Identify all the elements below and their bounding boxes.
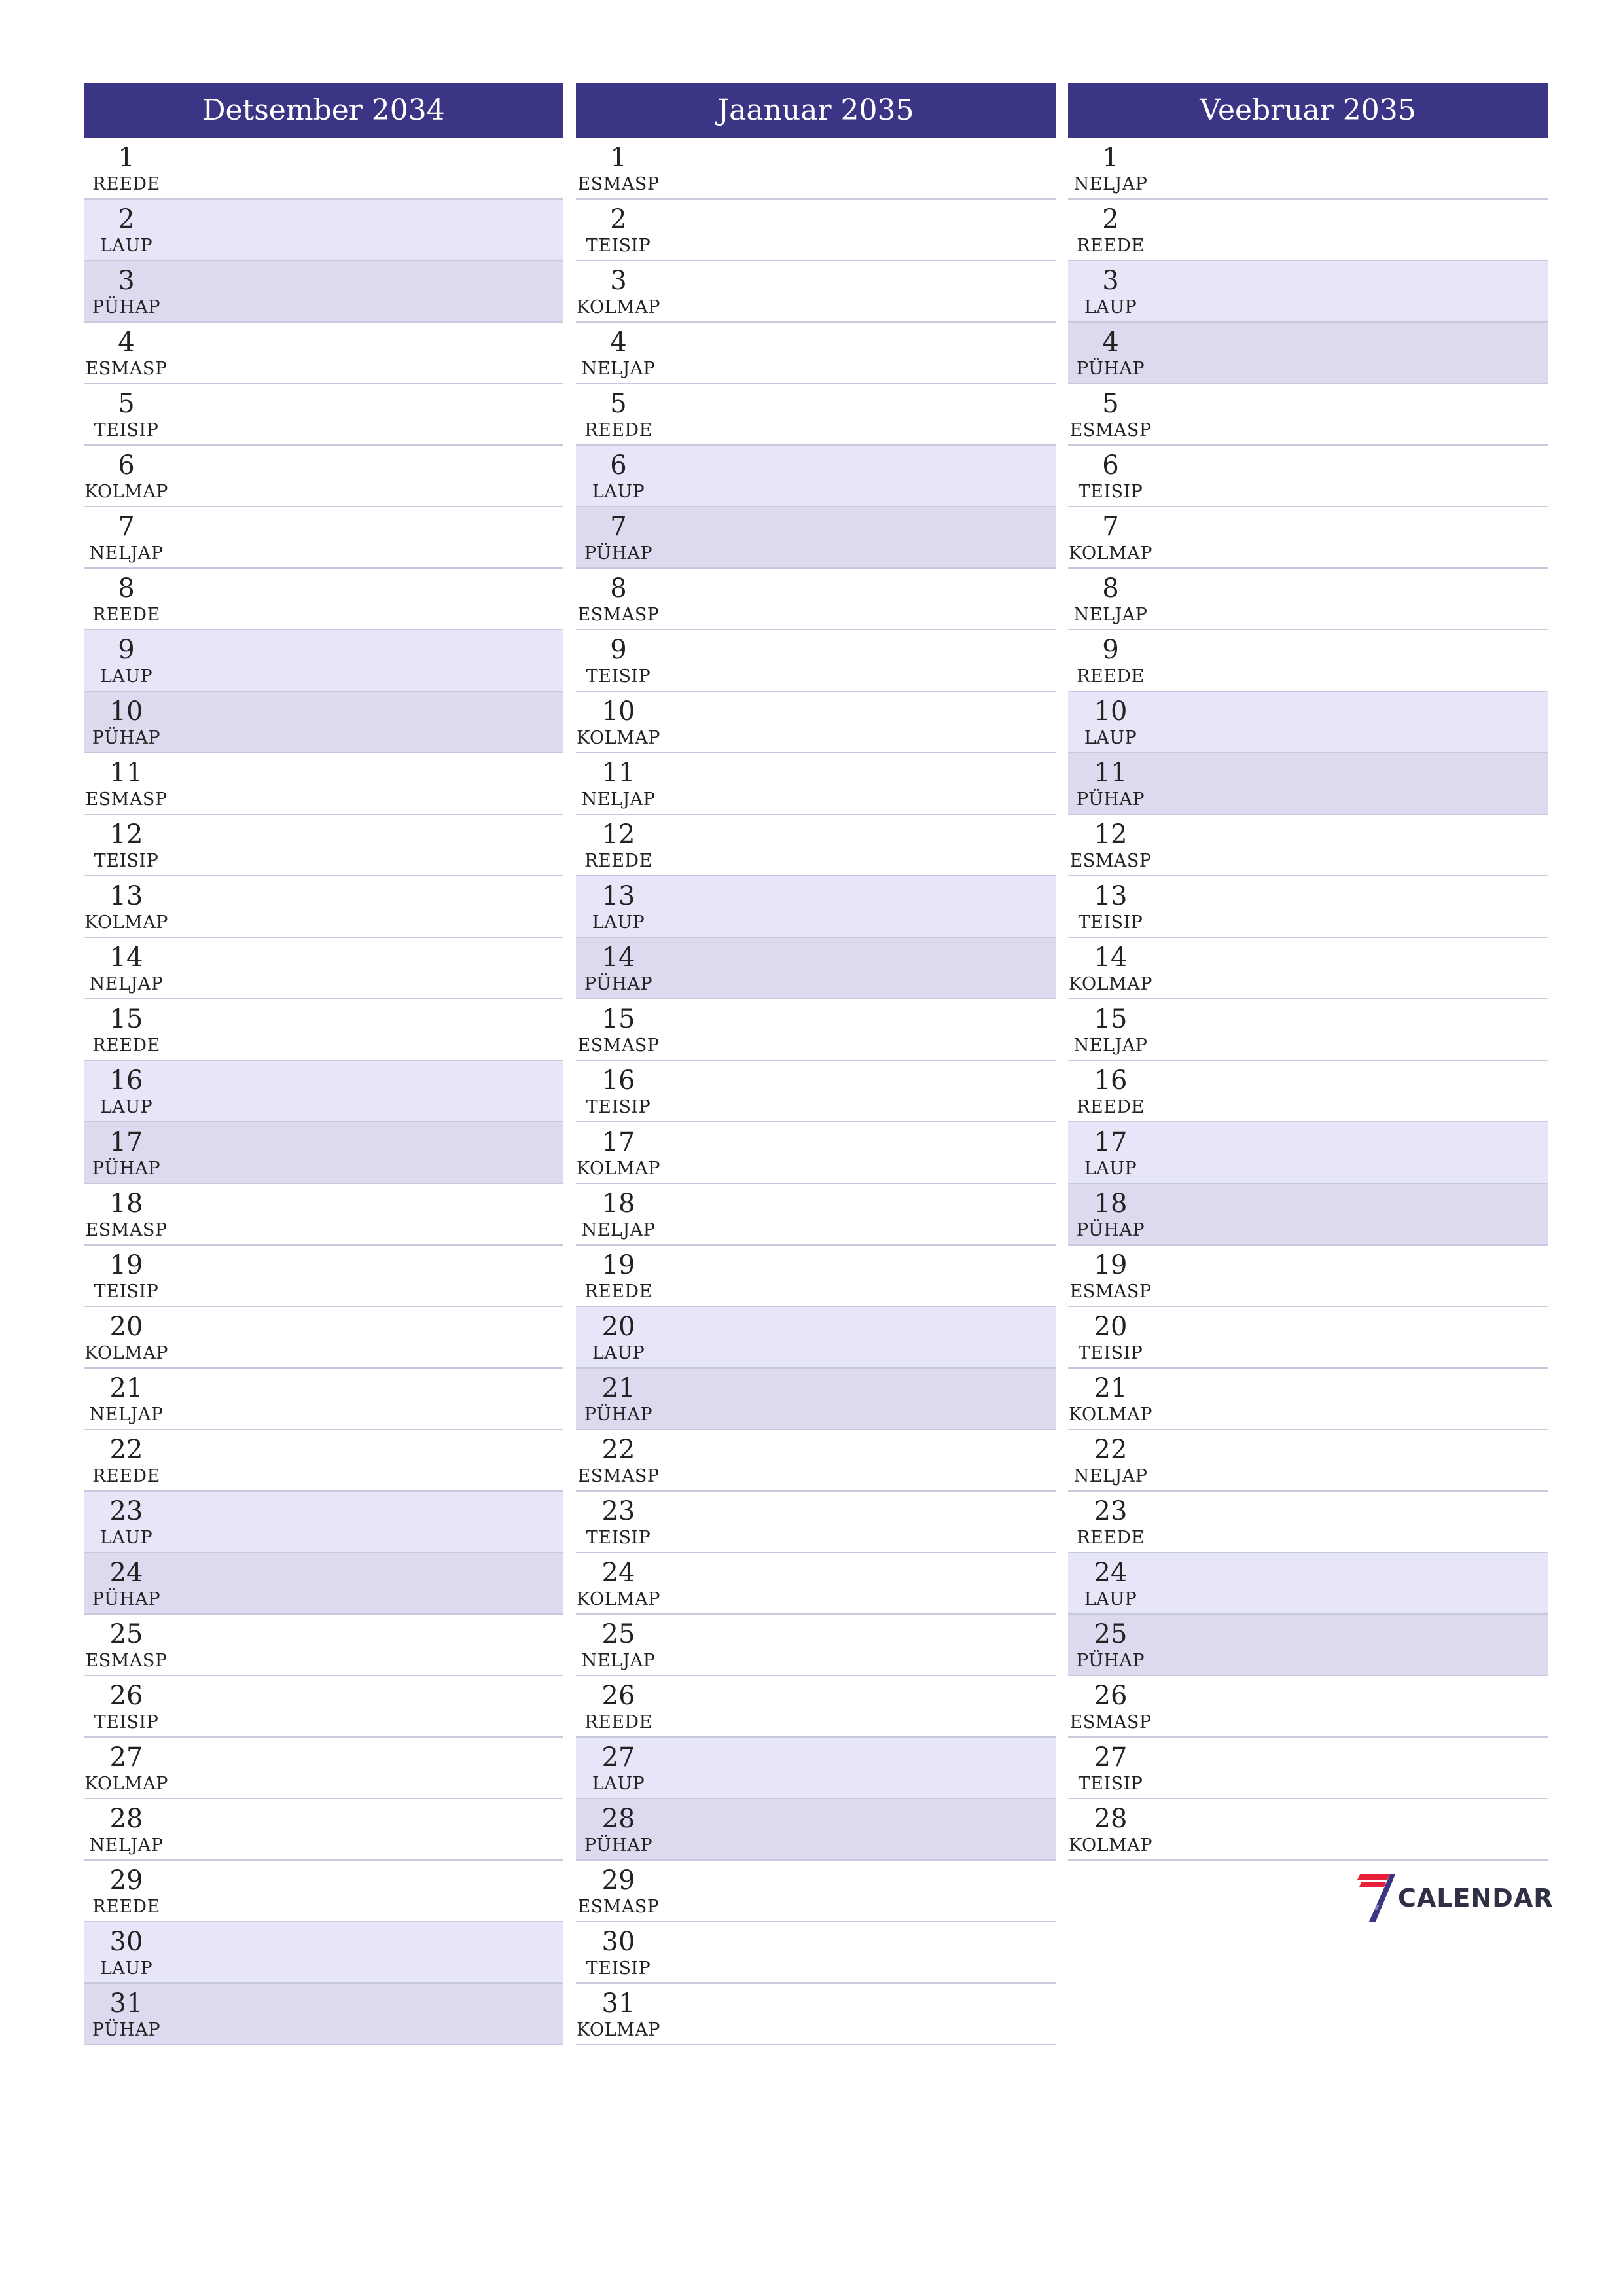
day-number: 28 bbox=[1094, 1804, 1128, 1834]
day-list bbox=[84, 138, 563, 2045]
day-row bbox=[1068, 692, 1548, 753]
weekday-label: LAUP bbox=[592, 482, 645, 502]
weekday-label: TEISIP bbox=[94, 851, 159, 871]
weekday-label: TEISIP bbox=[1078, 1774, 1143, 1794]
day-number: 6 bbox=[1102, 450, 1119, 480]
day-number: 22 bbox=[601, 1435, 635, 1465]
weekday-label: NELJAP bbox=[1073, 1035, 1148, 1056]
day-row bbox=[576, 1246, 1056, 1307]
weekday-label: KOLMAP bbox=[84, 912, 168, 933]
weekday-label: PÜHAP bbox=[1076, 789, 1145, 810]
day-number: 27 bbox=[1094, 1742, 1128, 1772]
day-row bbox=[1068, 1122, 1548, 1184]
day-number: 25 bbox=[109, 1619, 143, 1649]
day-number: 14 bbox=[109, 942, 143, 973]
day-number: 24 bbox=[109, 1558, 143, 1588]
weekday-label: REEDE bbox=[584, 851, 652, 871]
day-row bbox=[84, 630, 563, 692]
day-row bbox=[576, 1799, 1056, 1861]
day-number: 15 bbox=[1094, 1004, 1128, 1034]
weekday-label: TEISIP bbox=[94, 1712, 159, 1732]
day-number: 19 bbox=[109, 1250, 143, 1280]
day-list bbox=[1068, 138, 1548, 1861]
day-row bbox=[84, 692, 563, 753]
day-number: 13 bbox=[1094, 881, 1128, 911]
day-number: 4 bbox=[1102, 327, 1119, 357]
day-list bbox=[576, 138, 1056, 2045]
weekday-label: ESMASP bbox=[1069, 1282, 1152, 1302]
weekday-label: LAUP bbox=[592, 1343, 645, 1363]
day-number: 26 bbox=[1094, 1681, 1128, 1711]
day-row bbox=[576, 1492, 1056, 1553]
day-number: 28 bbox=[109, 1804, 143, 1834]
day-number: 4 bbox=[118, 327, 135, 357]
day-row bbox=[1068, 876, 1548, 938]
day-row bbox=[84, 1738, 563, 1799]
day-row bbox=[1068, 138, 1548, 200]
weekday-label: TEISIP bbox=[94, 420, 159, 440]
weekday-label: REEDE bbox=[92, 1897, 160, 1917]
day-row bbox=[84, 1553, 563, 1615]
weekday-label: LAUP bbox=[1084, 1589, 1137, 1609]
day-row bbox=[84, 1984, 563, 2045]
day-row bbox=[1068, 1061, 1548, 1122]
weekday-label: KOLMAP bbox=[1069, 1405, 1152, 1425]
day-row bbox=[1068, 1369, 1548, 1430]
day-row bbox=[576, 876, 1056, 938]
day-number: 12 bbox=[1094, 819, 1128, 850]
day-number: 30 bbox=[601, 1927, 635, 1957]
weekday-label: PÜHAP bbox=[92, 2020, 161, 2040]
day-number: 15 bbox=[601, 1004, 635, 1034]
day-row bbox=[576, 1861, 1056, 1922]
day-row bbox=[84, 138, 563, 200]
day-number: 9 bbox=[118, 635, 135, 665]
day-number: 18 bbox=[601, 1189, 635, 1219]
weekday-label: LAUP bbox=[1084, 1158, 1137, 1179]
weekday-label: LAUP bbox=[592, 912, 645, 933]
day-row bbox=[576, 1122, 1056, 1184]
day-number: 20 bbox=[1094, 1312, 1128, 1342]
day-number: 31 bbox=[109, 1988, 143, 2018]
day-row bbox=[576, 200, 1056, 261]
month-column bbox=[576, 83, 1056, 2045]
weekday-label: LAUP bbox=[99, 1097, 153, 1117]
weekday-label: KOLMAP bbox=[577, 297, 660, 317]
weekday-label: NELJAP bbox=[1073, 605, 1148, 625]
day-row bbox=[84, 1184, 563, 1246]
day-row bbox=[576, 1184, 1056, 1246]
day-number: 1 bbox=[610, 143, 627, 173]
day-row bbox=[1068, 630, 1548, 692]
weekday-label: REEDE bbox=[584, 1712, 652, 1732]
day-number: 20 bbox=[601, 1312, 635, 1342]
day-number: 8 bbox=[610, 573, 627, 603]
day-row bbox=[84, 999, 563, 1061]
weekday-label: KOLMAP bbox=[577, 2020, 660, 2040]
day-row bbox=[84, 1615, 563, 1676]
weekday-label: REEDE bbox=[92, 174, 160, 194]
weekday-label: PÜHAP bbox=[584, 1835, 653, 1856]
day-row bbox=[576, 138, 1056, 200]
day-number: 6 bbox=[118, 450, 135, 480]
day-number: 8 bbox=[1102, 573, 1119, 603]
day-row bbox=[576, 692, 1056, 753]
day-row bbox=[576, 1738, 1056, 1799]
day-row bbox=[576, 1984, 1056, 2045]
weekday-label: PÜHAP bbox=[584, 1405, 653, 1425]
day-row bbox=[1068, 1799, 1548, 1861]
day-row bbox=[84, 1799, 563, 1861]
day-row bbox=[576, 323, 1056, 384]
day-number: 19 bbox=[1094, 1250, 1128, 1280]
day-row bbox=[1068, 938, 1548, 999]
day-row bbox=[84, 876, 563, 938]
day-row bbox=[84, 1061, 563, 1122]
weekday-label: REEDE bbox=[1077, 1097, 1145, 1117]
weekday-label: TEISIP bbox=[586, 1097, 651, 1117]
weekday-label: REEDE bbox=[1077, 236, 1145, 256]
weekday-label: KOLMAP bbox=[577, 728, 660, 748]
day-row bbox=[576, 261, 1056, 323]
day-number: 23 bbox=[1094, 1496, 1128, 1526]
day-row bbox=[1068, 1307, 1548, 1369]
day-row bbox=[84, 261, 563, 323]
day-number: 25 bbox=[1094, 1619, 1128, 1649]
day-number: 8 bbox=[118, 573, 135, 603]
day-number: 31 bbox=[601, 1988, 635, 2018]
day-number: 7 bbox=[1102, 512, 1119, 542]
weekday-label: ESMASP bbox=[577, 1466, 660, 1486]
day-number: 11 bbox=[109, 758, 143, 788]
day-row bbox=[576, 1676, 1056, 1738]
day-row bbox=[576, 630, 1056, 692]
day-row bbox=[1068, 1184, 1548, 1246]
day-row bbox=[84, 1922, 563, 1984]
day-number: 19 bbox=[601, 1250, 635, 1280]
day-number: 1 bbox=[118, 143, 135, 173]
weekday-label: ESMASP bbox=[1069, 1712, 1152, 1732]
day-number: 25 bbox=[601, 1619, 635, 1649]
day-number: 13 bbox=[601, 881, 635, 911]
day-row bbox=[84, 1369, 563, 1430]
month-column bbox=[84, 83, 563, 2045]
weekday-label: LAUP bbox=[99, 666, 153, 687]
day-number: 14 bbox=[601, 942, 635, 973]
day-number: 21 bbox=[109, 1373, 143, 1403]
weekday-label: ESMASP bbox=[85, 1651, 168, 1671]
day-row bbox=[1068, 1676, 1548, 1738]
weekday-label: LAUP bbox=[1084, 728, 1137, 748]
day-row bbox=[576, 938, 1056, 999]
day-row bbox=[1068, 753, 1548, 815]
day-number: 17 bbox=[109, 1127, 143, 1157]
weekday-label: PÜHAP bbox=[1076, 1220, 1145, 1240]
weekday-label: REEDE bbox=[92, 605, 160, 625]
day-number: 3 bbox=[1102, 266, 1119, 296]
weekday-label: LAUP bbox=[592, 1774, 645, 1794]
weekday-label: KOLMAP bbox=[577, 1589, 660, 1609]
day-row bbox=[1068, 815, 1548, 876]
day-row bbox=[576, 815, 1056, 876]
weekday-label: NELJAP bbox=[581, 1651, 656, 1671]
day-row bbox=[576, 507, 1056, 569]
day-number: 9 bbox=[610, 635, 627, 665]
day-number: 22 bbox=[1094, 1435, 1128, 1465]
weekday-label: PÜHAP bbox=[92, 1158, 161, 1179]
day-row bbox=[84, 446, 563, 507]
day-row bbox=[84, 200, 563, 261]
weekday-label: PÜHAP bbox=[584, 543, 653, 564]
weekday-label: KOLMAP bbox=[1069, 974, 1152, 994]
day-number: 2 bbox=[1102, 204, 1119, 234]
day-number: 20 bbox=[109, 1312, 143, 1342]
weekday-label: NELJAP bbox=[89, 1405, 164, 1425]
day-number: 23 bbox=[601, 1496, 635, 1526]
day-number: 10 bbox=[1094, 696, 1128, 726]
day-number: 6 bbox=[610, 450, 627, 480]
day-number: 9 bbox=[1102, 635, 1119, 665]
logo-text: CALENDAR bbox=[1398, 1884, 1554, 1912]
weekday-label: LAUP bbox=[99, 1528, 153, 1548]
day-number: 16 bbox=[1094, 1066, 1128, 1096]
day-number: 7 bbox=[610, 512, 627, 542]
day-number: 10 bbox=[601, 696, 635, 726]
day-number: 5 bbox=[118, 389, 135, 419]
day-row bbox=[576, 1615, 1056, 1676]
weekday-label: ESMASP bbox=[1069, 851, 1152, 871]
day-number: 29 bbox=[601, 1865, 635, 1895]
weekday-label: LAUP bbox=[99, 1958, 153, 1979]
day-number: 27 bbox=[109, 1742, 143, 1772]
day-row bbox=[1068, 569, 1548, 630]
day-row bbox=[576, 1061, 1056, 1122]
weekday-label: PÜHAP bbox=[1076, 1651, 1145, 1671]
weekday-label: NELJAP bbox=[1073, 1466, 1148, 1486]
weekday-label: TEISIP bbox=[586, 236, 651, 256]
day-number: 18 bbox=[1094, 1189, 1128, 1219]
weekday-label: KOLMAP bbox=[84, 482, 168, 502]
day-row bbox=[576, 1307, 1056, 1369]
day-row bbox=[84, 938, 563, 999]
weekday-label: TEISIP bbox=[586, 1958, 651, 1979]
day-number: 22 bbox=[109, 1435, 143, 1465]
weekday-label: TEISIP bbox=[586, 666, 651, 687]
day-row bbox=[1068, 1492, 1548, 1553]
day-row bbox=[1068, 323, 1548, 384]
weekday-label: TEISIP bbox=[1078, 482, 1143, 502]
day-row bbox=[84, 1676, 563, 1738]
day-row bbox=[576, 384, 1056, 446]
weekday-label: PÜHAP bbox=[1076, 359, 1145, 379]
day-number: 12 bbox=[109, 819, 143, 850]
day-number: 27 bbox=[601, 1742, 635, 1772]
day-row bbox=[84, 1246, 563, 1307]
weekday-label: TEISIP bbox=[586, 1528, 651, 1548]
weekday-label: KOLMAP bbox=[577, 1158, 660, 1179]
day-number: 30 bbox=[109, 1927, 143, 1957]
day-number: 18 bbox=[109, 1189, 143, 1219]
day-row bbox=[1068, 446, 1548, 507]
weekday-label: ESMASP bbox=[85, 1220, 168, 1240]
weekday-label: LAUP bbox=[1084, 297, 1137, 317]
weekday-label: NELJAP bbox=[581, 789, 656, 810]
day-row bbox=[576, 753, 1056, 815]
day-number: 3 bbox=[610, 266, 627, 296]
day-number: 2 bbox=[610, 204, 627, 234]
day-row bbox=[84, 1492, 563, 1553]
weekday-label: PÜHAP bbox=[92, 297, 161, 317]
weekday-label: NELJAP bbox=[581, 1220, 656, 1240]
day-number: 24 bbox=[1094, 1558, 1128, 1588]
weekday-label: NELJAP bbox=[89, 543, 164, 564]
weekday-label: NELJAP bbox=[89, 1835, 164, 1856]
day-row bbox=[84, 815, 563, 876]
day-row bbox=[576, 1553, 1056, 1615]
day-number: 17 bbox=[601, 1127, 635, 1157]
day-row bbox=[84, 384, 563, 446]
day-number: 28 bbox=[601, 1804, 635, 1834]
day-number: 13 bbox=[109, 881, 143, 911]
day-row bbox=[576, 1369, 1056, 1430]
day-row bbox=[576, 1430, 1056, 1492]
weekday-label: ESMASP bbox=[577, 605, 660, 625]
day-number: 10 bbox=[109, 696, 143, 726]
day-number: 24 bbox=[601, 1558, 635, 1588]
day-number: 21 bbox=[1094, 1373, 1128, 1403]
seven-logo-icon bbox=[1356, 1872, 1395, 1924]
weekday-label: ESMASP bbox=[1069, 420, 1152, 440]
day-number: 29 bbox=[109, 1865, 143, 1895]
weekday-label: ESMASP bbox=[577, 1035, 660, 1056]
day-row bbox=[1068, 1553, 1548, 1615]
day-row bbox=[1068, 1246, 1548, 1307]
day-number: 11 bbox=[601, 758, 635, 788]
month-title: Jaanuar 2035 bbox=[576, 83, 1056, 138]
day-number: 26 bbox=[601, 1681, 635, 1711]
weekday-label: PÜHAP bbox=[92, 1589, 161, 1609]
day-row bbox=[84, 569, 563, 630]
day-number: 15 bbox=[109, 1004, 143, 1034]
day-number: 16 bbox=[109, 1066, 143, 1096]
weekday-label: REEDE bbox=[1077, 1528, 1145, 1548]
day-row bbox=[84, 1307, 563, 1369]
day-number: 21 bbox=[601, 1373, 635, 1403]
weekday-label: NELJAP bbox=[1073, 174, 1148, 194]
brand-logo bbox=[1356, 1872, 1553, 1924]
weekday-label: TEISIP bbox=[1078, 912, 1143, 933]
day-number: 5 bbox=[1102, 389, 1119, 419]
day-row bbox=[576, 569, 1056, 630]
weekday-label: KOLMAP bbox=[1069, 1835, 1152, 1856]
weekday-label: TEISIP bbox=[1078, 1343, 1143, 1363]
weekday-label: REEDE bbox=[1077, 666, 1145, 687]
day-number: 3 bbox=[118, 266, 135, 296]
day-number: 5 bbox=[610, 389, 627, 419]
day-row bbox=[1068, 507, 1548, 569]
day-row bbox=[1068, 200, 1548, 261]
day-number: 26 bbox=[109, 1681, 143, 1711]
day-row bbox=[576, 999, 1056, 1061]
day-row bbox=[1068, 1738, 1548, 1799]
day-row bbox=[84, 753, 563, 815]
day-row bbox=[576, 1922, 1056, 1984]
day-row bbox=[84, 1861, 563, 1922]
weekday-label: REEDE bbox=[92, 1466, 160, 1486]
month-title: Veebruar 2035 bbox=[1068, 83, 1548, 138]
weekday-label: PÜHAP bbox=[92, 728, 161, 748]
weekday-label: ESMASP bbox=[85, 359, 168, 379]
day-row bbox=[84, 1430, 563, 1492]
day-number: 17 bbox=[1094, 1127, 1128, 1157]
day-number: 14 bbox=[1094, 942, 1128, 973]
month-column bbox=[1068, 83, 1548, 1861]
day-number: 4 bbox=[610, 327, 627, 357]
day-row bbox=[576, 446, 1056, 507]
day-row bbox=[1068, 384, 1548, 446]
weekday-label: PÜHAP bbox=[584, 974, 653, 994]
day-row bbox=[84, 323, 563, 384]
day-row bbox=[1068, 999, 1548, 1061]
day-number: 11 bbox=[1094, 758, 1128, 788]
weekday-label: ESMASP bbox=[577, 1897, 660, 1917]
day-number: 12 bbox=[601, 819, 635, 850]
weekday-label: NELJAP bbox=[89, 974, 164, 994]
day-number: 7 bbox=[118, 512, 135, 542]
weekday-label: KOLMAP bbox=[84, 1343, 168, 1363]
day-row bbox=[84, 1122, 563, 1184]
day-row bbox=[1068, 1615, 1548, 1676]
day-row bbox=[1068, 1430, 1548, 1492]
weekday-label: REEDE bbox=[584, 420, 652, 440]
weekday-label: REEDE bbox=[92, 1035, 160, 1056]
day-row bbox=[84, 507, 563, 569]
weekday-label: ESMASP bbox=[85, 789, 168, 810]
day-number: 2 bbox=[118, 204, 135, 234]
day-number: 23 bbox=[109, 1496, 143, 1526]
weekday-label: NELJAP bbox=[581, 359, 656, 379]
day-number: 1 bbox=[1102, 143, 1119, 173]
day-row bbox=[1068, 261, 1548, 323]
day-number: 16 bbox=[601, 1066, 635, 1096]
weekday-label: KOLMAP bbox=[84, 1774, 168, 1794]
weekday-label: LAUP bbox=[99, 236, 153, 256]
weekday-label: TEISIP bbox=[94, 1282, 159, 1302]
month-title: Detsember 2034 bbox=[84, 83, 563, 138]
weekday-label: REEDE bbox=[584, 1282, 652, 1302]
weekday-label: ESMASP bbox=[577, 174, 660, 194]
weekday-label: KOLMAP bbox=[1069, 543, 1152, 564]
